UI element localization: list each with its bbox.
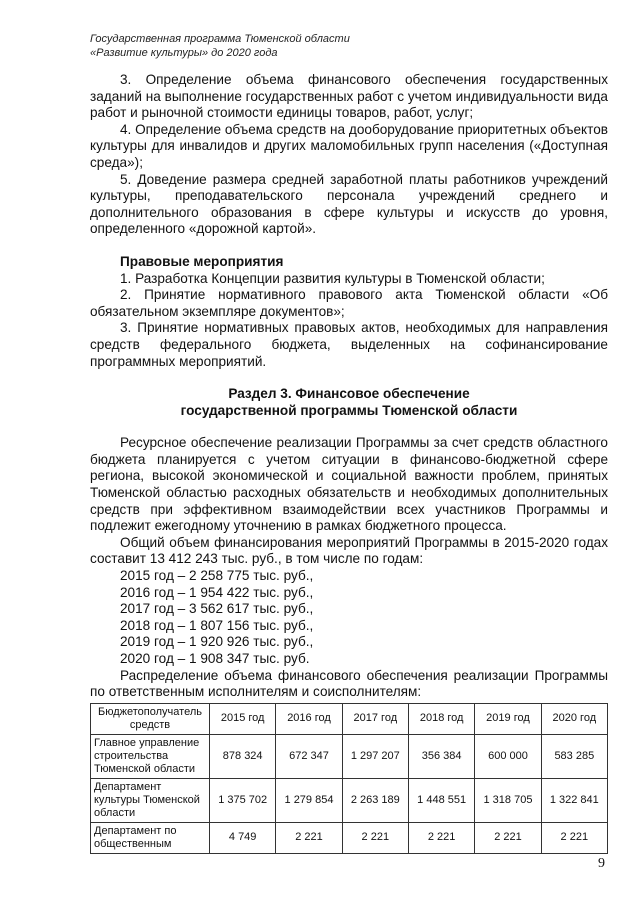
running-header: [90, 32, 350, 60]
year-amount: 2020 год – 1 908 347 тыс. руб.: [120, 651, 310, 666]
column-header: 2015 год: [210, 703, 276, 734]
header-line-2: «Развитие культуры» до 2020 года: [90, 47, 278, 59]
amount-cell: 1 318 705: [475, 778, 541, 822]
task-item: 4. Определение объема средств на дооборудование приоритетных объектов культуры для инвалидов и других маломобильных групп населения («Доступная среда»);: [90, 121, 608, 170]
year-amount: 2017 год – 3 562 617 тыс. руб.,: [120, 601, 314, 617]
section-title-line-2: государственной программы Тюменской области: [180, 402, 518, 418]
column-header: 2017 год: [342, 703, 408, 734]
amount-cell: 2 221: [342, 822, 408, 853]
task-item: 5. Доведение размера средней заработной платы работников учреждений культуры, преподавательского персонала учреждений среднего и дополнительного образования в сфере культуры и искусств до уровня, определенного «дорожной картой».: [90, 171, 608, 237]
recipient-cell: Департамент культуры Тюменской области: [91, 778, 210, 822]
section-title-line-1: Раздел 3. Финансовое обеспечение: [228, 386, 470, 402]
recipient-cell: Департамент по общественным: [91, 822, 210, 853]
table-header-row: [91, 703, 608, 734]
header-line-1: Государственная программа Тюменской области: [90, 33, 350, 45]
legal-heading: Правовые мероприятия: [120, 253, 284, 269]
table-row: [91, 822, 608, 853]
amount-cell: 583 285: [541, 734, 607, 778]
column-header: 2019 год: [475, 703, 541, 734]
amount-cell: 1 375 702: [210, 778, 276, 822]
task-item: 3. Определение объема финансового обеспечения государственных заданий на выполнение государственных работ с учетом индивидуальности вида работ и рыночной стоимости единицы товаров, работ, услуг;: [90, 72, 608, 121]
section-paragraph-2: Общий объем финансирования мероприятий Программы в 2015-2020 годах составит 13 412 243 тыс. руб., в том числе по годам:: [90, 534, 608, 567]
amount-cell: 2 263 189: [342, 778, 408, 822]
amount-cell: 2 221: [408, 822, 474, 853]
legal-item: 1. Разработка Концепции развития культуры в Тюменской области;: [120, 270, 545, 286]
column-header: 2020 год: [541, 703, 607, 734]
year-amount: 2018 год – 1 807 156 тыс. руб.,: [120, 617, 314, 633]
amount-cell: 4 749: [210, 822, 276, 853]
section-paragraph-3: Распределение объема финансового обеспечения реализации Программы по ответственным исполнителям и соисполнителям:: [90, 667, 608, 700]
legal-item: 2. Принятие нормативного правового акта Тюменской области «Об обязательном экземпляре документов»;: [90, 287, 608, 319]
amount-cell: 1 322 841: [541, 778, 607, 822]
recipient-cell: Главное управление строительства Тюменской области: [91, 734, 210, 778]
financing-table: [90, 703, 608, 854]
amount-cell: 356 384: [408, 734, 474, 778]
page-number: 9: [598, 856, 605, 871]
amount-cell: 1 448 551: [408, 778, 474, 822]
column-header: 2018 год: [408, 703, 474, 734]
amount-cell: 2 221: [276, 822, 342, 853]
amount-cell: 878 324: [210, 734, 276, 778]
amount-cell: 1 297 207: [342, 734, 408, 778]
section-paragraph-1: Ресурсное обеспечение реализации Программы за счет средств областного бюджета планируется с учетом ситуации в финансово-бюджетной сфере региона, высокой экономической и социальной важности проблем, принятых Тюменской областью расходных обязательств и необходимых дополнительных средств при эффективном взаимодействии всех участников Программы и подлежит ежегодному уточнению в рамках бюджетного процесса.: [90, 435, 608, 534]
amount-cell: 672 347: [276, 734, 342, 778]
year-amount: 2019 год – 1 920 926 тыс. руб.,: [120, 634, 314, 650]
amount-cell: 1 279 854: [276, 778, 342, 822]
column-header: Бюджетополучатель средств: [91, 703, 210, 734]
table-row: [91, 734, 608, 778]
table-row: [91, 778, 608, 822]
legal-item: 3. Принятие нормативных правовых актов, необходимых для направления средств федерального бюджета, выделенных на софинансирование программных мероприятий.: [90, 320, 608, 369]
year-amount: 2016 год – 1 954 422 тыс. руб.,: [120, 584, 314, 600]
year-amount: 2015 год – 2 258 775 тыс. руб.,: [120, 568, 314, 584]
amount-cell: 600 000: [475, 734, 541, 778]
column-header: 2016 год: [276, 703, 342, 734]
amount-cell: 2 221: [475, 822, 541, 853]
document-body: [90, 72, 608, 854]
amount-cell: 2 221: [541, 822, 607, 853]
